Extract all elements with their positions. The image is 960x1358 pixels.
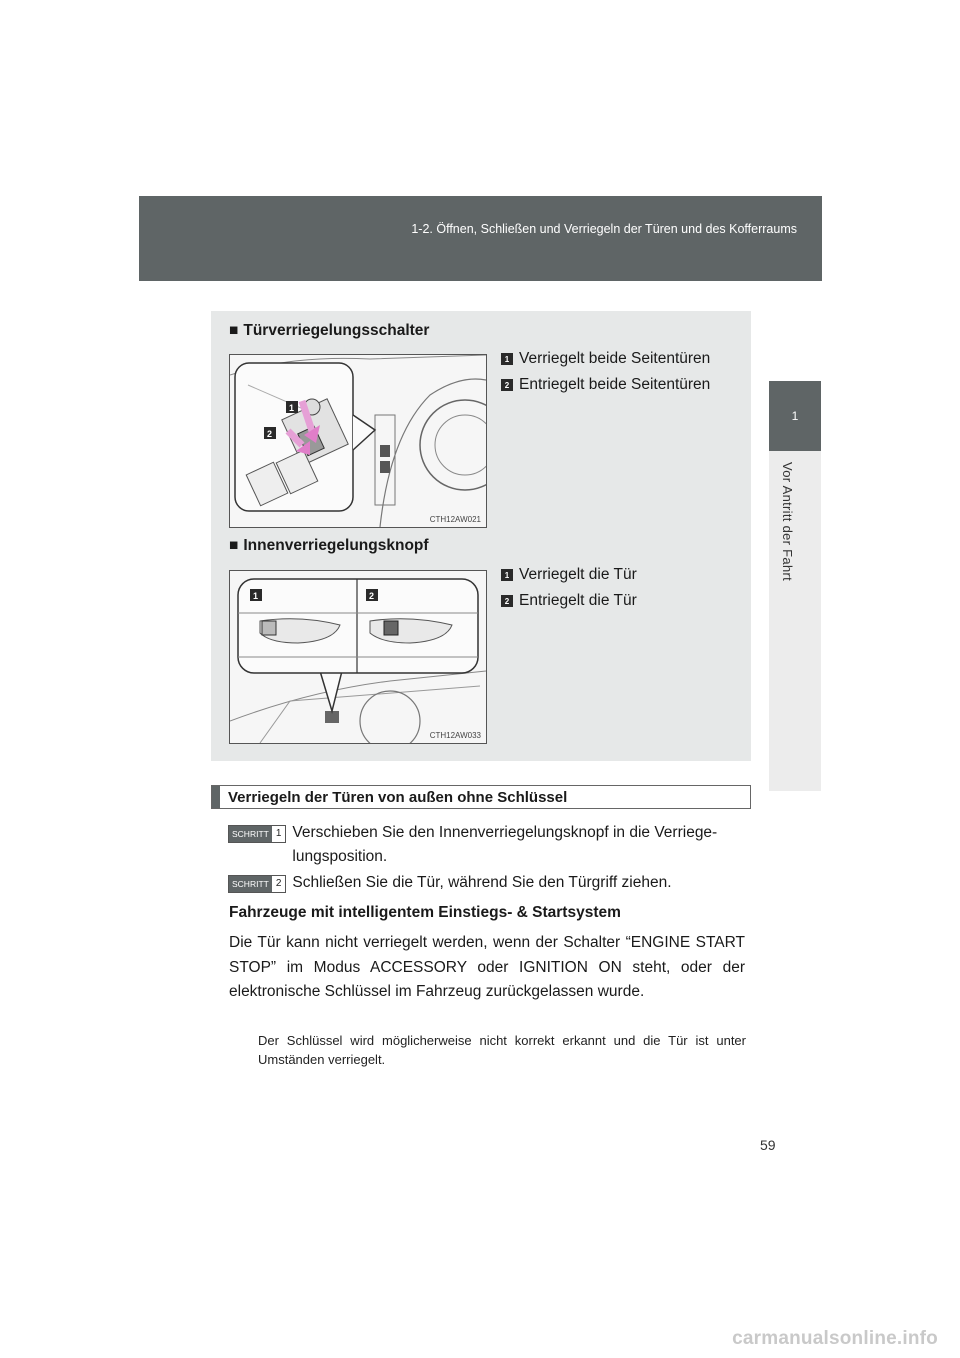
step-item	[228, 821, 753, 869]
figure-code: CTH12AW021	[429, 515, 481, 524]
figure-code: CTH12AW033	[429, 731, 481, 740]
chapter-side-rail	[769, 451, 821, 791]
figure-inner-lock-knob	[229, 570, 487, 744]
section-heading-door-lock-switch: ■ Türverriegelungsschalter	[229, 322, 430, 339]
svg-text:2: 2	[369, 591, 375, 601]
number-badge: 1	[501, 569, 513, 581]
step-text: Schließen Sie die Tür, während Sie den Türgriff ziehen.	[292, 874, 672, 891]
chapter-side-label: Vor Antritt der Fahrt	[780, 462, 795, 582]
number-badge: 1	[501, 353, 513, 365]
svg-text:2: 2	[267, 429, 273, 439]
chapter-title: 1-2. Öffnen, Schließen und Verriegeln der Türen und des Kofferraums	[411, 222, 797, 236]
inner-lock-knob-illustration	[230, 571, 486, 743]
step-badge: SCHRITT 1	[228, 825, 286, 843]
step-text: Verschieben Sie den Innenverriegelungsknopf in die Verriege-lungsposition.	[292, 824, 718, 865]
svg-text:1: 1	[253, 591, 259, 601]
number-badge: 2	[501, 379, 513, 391]
body-paragraph: Die Tür kann nicht verriegelt werden, wenn der Schalter “ENGINE START STOP” im Modus ACCESSORY oder IGNITION ON steht, oder der elektronische Schlüssel im Fahrzeug zurückgelassen wurde.	[229, 934, 745, 1000]
step-item	[228, 871, 753, 895]
section-heading-inner-lock-knob: ■ Innenverriegelungsknopf	[229, 537, 429, 554]
watermark: carmanualsonline.info	[732, 1328, 938, 1349]
figure-door-lock-switch	[229, 354, 487, 528]
legend-item: 1 Verriegelt beide Seitentüren	[501, 350, 710, 368]
main-section-heading	[211, 785, 751, 809]
section-marker: ■	[229, 322, 239, 339]
chapter-tab	[769, 381, 821, 451]
legend-item: 2 Entriegelt beide Seitentüren	[501, 376, 710, 394]
step-badge: SCHRITT 2	[228, 875, 286, 893]
note-text: Der Schlüssel wird möglicherweise nicht korrekt erkannt und die Tür ist unter Umständen verriegelt.	[258, 1033, 746, 1067]
page-number: 59	[760, 1137, 776, 1153]
svg-text:1: 1	[289, 403, 295, 413]
legend-item: 2 Entriegelt die Tür	[501, 592, 637, 610]
number-badge: 2	[501, 595, 513, 607]
legend-item: 1 Verriegelt die Tür	[501, 566, 637, 584]
main-heading-text: Verriegeln der Türen von außen ohne Schlüssel	[228, 788, 568, 806]
subheading: Fahrzeuge mit intelligentem Einstiegs- & Startsystem	[229, 904, 621, 921]
door-lock-switch-illustration	[230, 355, 486, 527]
section-marker: ■	[229, 537, 239, 554]
chapter-header-band	[139, 196, 822, 281]
chapter-number: 1	[791, 409, 799, 423]
heading-accent	[212, 786, 220, 808]
